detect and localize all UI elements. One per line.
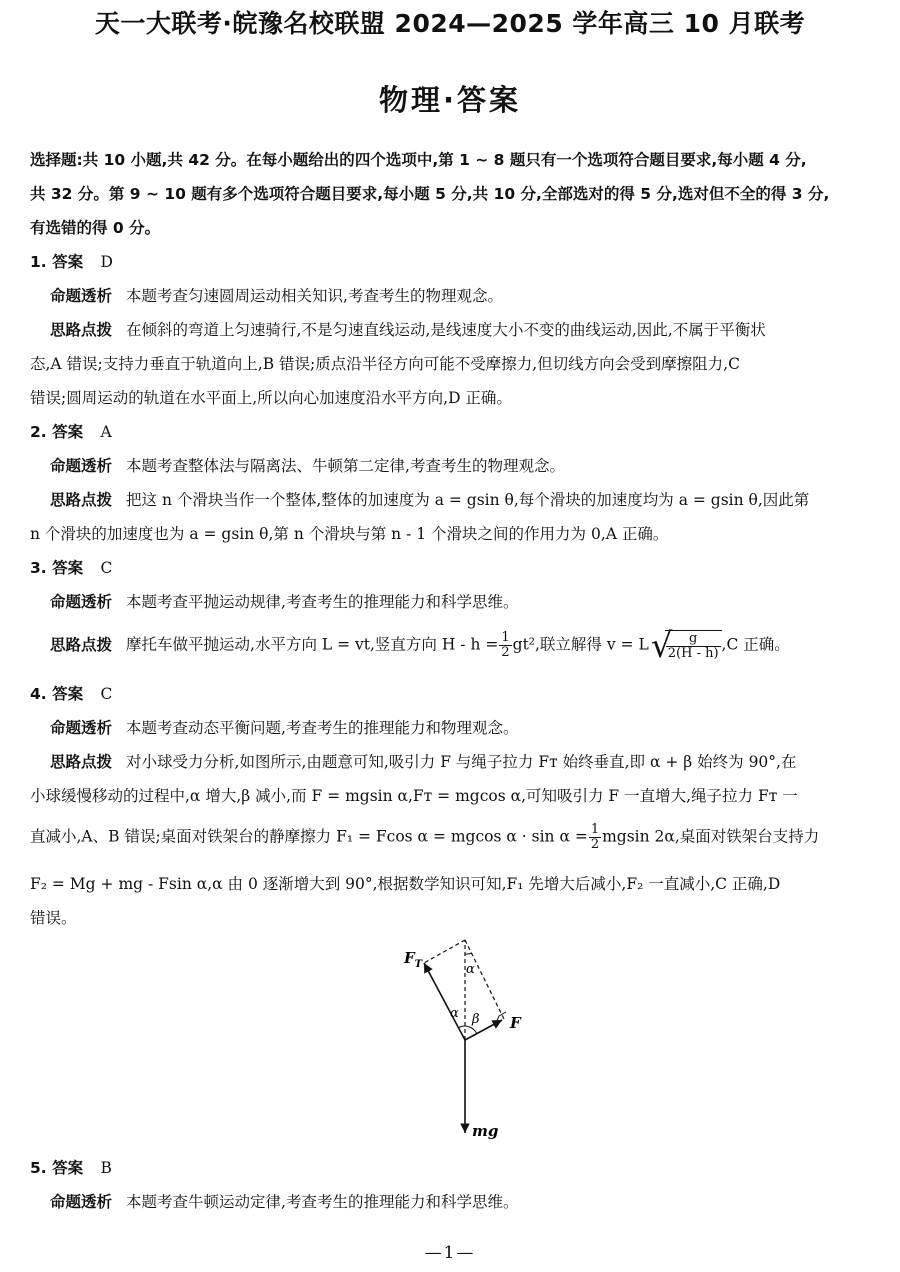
intro-line-3: 有选错的得 0 分。 xyxy=(30,219,161,237)
q1-hint-line-1 xyxy=(50,318,766,340)
q2-heading xyxy=(30,420,112,442)
alpha-arc-lower xyxy=(458,1026,465,1028)
dashed-to-ft xyxy=(424,940,465,963)
mg-label: mg xyxy=(472,1122,499,1140)
q3-intent-text: 本题考查平抛运动规律,考查考生的推理能力和科学思维。 xyxy=(126,593,519,611)
hint-label: 思路点拨 xyxy=(50,321,113,339)
hint-label: 思路点拨 xyxy=(50,635,113,654)
answer-label: 答案 xyxy=(52,685,84,703)
hint-label: 思路点拨 xyxy=(50,491,113,509)
intent-label: 命题透析 xyxy=(50,1193,113,1211)
q2-answer: A xyxy=(100,423,112,441)
q4-hint-line-5: 错误。 xyxy=(30,909,77,927)
sqrt-expression xyxy=(650,626,722,666)
q3-answer: C xyxy=(100,559,113,577)
q1-number: 1. xyxy=(30,253,47,271)
alpha-arc-upper xyxy=(465,953,472,954)
q5-number: 5. xyxy=(30,1159,47,1177)
intent-label: 命题透析 xyxy=(50,593,113,611)
intent-label: 命题透析 xyxy=(50,287,113,305)
q3-hint-line xyxy=(50,626,790,666)
q4-hint-line-2: 小球缓慢移动的过程中,α 增大,β 减小,而 F = mgsin α,Fᴛ = mgcos α,可知吸引力 F 一直增大,绳子拉力 Fᴛ 一 xyxy=(30,787,798,805)
intro-line-1: 选择题:共 10 小题,共 42 分。在每小题给出的四个选项中,第 1 ~ 8 题只有一个选项符合题目要求,每小题 4 分, xyxy=(30,151,807,169)
ft-label: $F_T$ xyxy=(404,949,423,970)
q4-hint-3b: mgsin 2α,桌面对铁架台支持力 xyxy=(602,827,820,846)
page-title: 天一大联考·皖豫名校联盟 2024—2025 学年高三 10 月联考 xyxy=(94,9,806,38)
q5-heading xyxy=(30,1156,112,1178)
sqrt-icon: √ xyxy=(650,626,673,666)
intro-line-2: 共 32 分。第 9 ~ 10 题有多个选项符合题目要求,每小题 5 分,共 10 分,全部选对的得 5 分,选对但不全的得 3 分, xyxy=(30,185,830,203)
q5-answer: B xyxy=(100,1159,112,1177)
q5-intent-text: 本题考查牛顿运动定律,考查考生的推理能力和科学思维。 xyxy=(126,1193,519,1211)
beta-label: β xyxy=(472,1012,480,1027)
q4-number: 4. xyxy=(30,685,47,703)
fraction-numerator: 1 xyxy=(501,630,510,645)
intent-label: 命题透析 xyxy=(50,719,113,737)
q1-hint-text-1: 在倾斜的弯道上匀速骑行,不是匀速直线运动,是线速度大小不变的曲线运动,因此,不属于平衡状 xyxy=(126,321,766,339)
sqrt-denominator: 2(H - h) xyxy=(667,646,719,661)
q3-hint-c: ,C 正确。 xyxy=(721,635,790,654)
answer-label: 答案 xyxy=(52,1159,84,1177)
fraction-denominator: 2 xyxy=(590,837,600,852)
q4-hint-text-1: 对小球受力分析,如图所示,由题意可知,吸引力 F 与绳子拉力 Fᴛ 始终垂直,即 α + β 始终为 90°,在 xyxy=(126,753,797,771)
q2-hint-line-1 xyxy=(50,488,809,510)
q1-heading xyxy=(30,250,113,272)
q1-answer: D xyxy=(100,253,113,271)
answer-label: 答案 xyxy=(52,253,84,271)
alpha-label-lower: α xyxy=(450,1006,459,1021)
hint-label: 思路点拨 xyxy=(50,753,113,771)
q3-hint-b: gt²,联立解得 v = L xyxy=(512,635,649,654)
fraction-one-half xyxy=(589,823,601,852)
q2-intent-text: 本题考查整体法与隔离法、牛顿第二定律,考查考生的物理观念。 xyxy=(126,457,565,475)
q2-intent xyxy=(50,454,565,476)
force-diagram xyxy=(380,935,560,1145)
dashed-to-f xyxy=(465,940,504,1019)
page-number: —1— xyxy=(424,1243,476,1263)
q4-intent xyxy=(50,716,518,738)
q3-heading xyxy=(30,556,112,578)
answer-label: 答案 xyxy=(52,559,84,577)
q3-hint-a: 摩托车做平抛运动,水平方向 L = vt,竖直方向 H - h = xyxy=(126,635,499,654)
page-subtitle: 物理·答案 xyxy=(378,83,522,117)
q1-intent-text: 本题考查匀速圆周运动相关知识,考查考生的物理观念。 xyxy=(126,287,503,305)
q2-hint-line-2: n 个滑块的加速度也为 a = gsin θ,第 n 个滑块与第 n - 1 个滑块之间的作用力为 0,A 正确。 xyxy=(30,525,669,543)
q4-answer: C xyxy=(100,685,113,703)
q4-intent-text: 本题考查动态平衡问题,考查考生的推理能力和物理观念。 xyxy=(126,719,519,737)
q3-intent xyxy=(50,590,518,612)
answer-label: 答案 xyxy=(52,423,84,441)
q1-hint-line-2: 态,A 错误;支持力垂直于轨道向上,B 错误;质点沿半径方向可能不受摩擦力,但切线方向会受到摩擦阻力,C xyxy=(30,355,740,373)
ft-arrow xyxy=(424,963,465,1040)
q3-number: 3. xyxy=(30,559,47,577)
fraction-one-half xyxy=(499,631,511,660)
q1-intent xyxy=(50,284,503,306)
q5-intent xyxy=(50,1190,518,1212)
q2-number: 2. xyxy=(30,423,47,441)
sqrt-numerator: g xyxy=(666,632,721,647)
fraction-denominator: 2 xyxy=(501,645,510,660)
f-label: F xyxy=(510,1014,521,1032)
q4-hint-line-3 xyxy=(30,823,819,852)
beta-arc xyxy=(465,1026,477,1034)
q4-hint-3a: 直减小,A、B 错误;桌面对铁架台的静摩擦力 F₁ = Fcos α = mgcos α · sin α = xyxy=(30,827,588,846)
fraction-numerator: 1 xyxy=(590,822,600,837)
q4-hint-line-1 xyxy=(50,750,796,772)
q1-hint-line-3: 错误;圆周运动的轨道在水平面上,所以向心加速度沿水平方向,D 正确。 xyxy=(30,389,512,407)
q4-heading xyxy=(30,682,112,704)
alpha-label-upper: α xyxy=(466,962,475,977)
intent-label: 命题透析 xyxy=(50,457,113,475)
sqrt-fraction xyxy=(666,632,721,661)
q2-hint-text-1: 把这 n 个滑块当作一个整体,整体的加速度为 a = gsin θ,每个滑块的加速度均为 a = gsin θ,因此第 xyxy=(126,491,810,509)
q4-hint-line-4: F₂ = Mg + mg - Fsin α,α 由 0 逐渐增大到 90°,根据数学知识可知,F₁ 先增大后减小,F₂ 一直减小,C 正确,D xyxy=(30,875,781,893)
